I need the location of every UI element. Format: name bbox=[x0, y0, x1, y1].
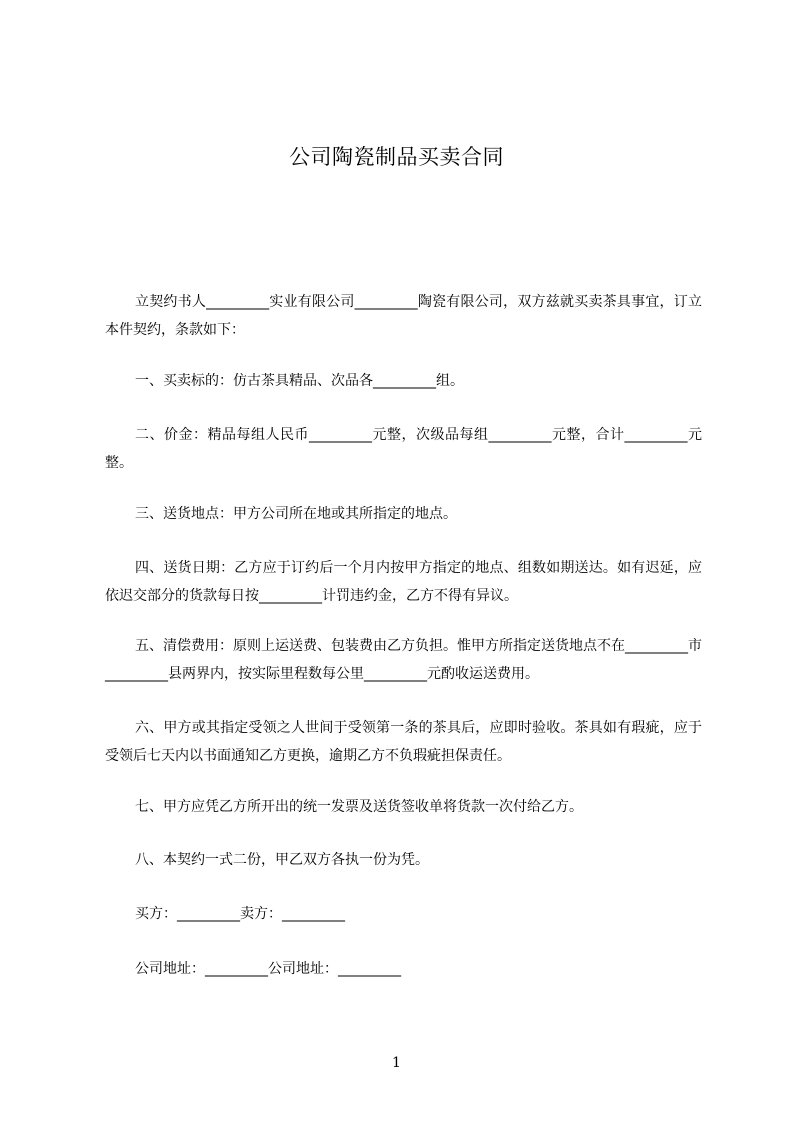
page-number: 1 bbox=[392, 1055, 401, 1071]
clause-7-payment: 七、甲方应凭乙方所开出的统一发票及送货签收单将货款一次付给乙方。 bbox=[135, 799, 583, 815]
clause-6-inspection: 六、甲方或其指定受领之人世间于受领第一条的茶具后，应即时验收。茶具如有瑕疵，应于受领后七天内以书面通知乙方更换，逾期乙方不负瑕疵担保责任。 bbox=[105, 720, 702, 764]
contract-intro: 立契约书人_________实业有限公司_________陶瓷有限公司，双方兹就买卖茶具事宜，订立本件契约，条款如下： bbox=[105, 294, 702, 338]
clause-2-price: 二、价金：精品每组人民币_________元整，次级品每组_________元整，合计_________元整。 bbox=[105, 427, 702, 471]
clause-1-subject: 一、买卖标的：仿古茶具精品、次品各_________组。 bbox=[135, 373, 464, 389]
document-title: 公司陶瓷制品买卖合同 bbox=[289, 145, 504, 169]
clause-3-delivery-place: 三、送货地点：甲方公司所在地或其所指定的地点。 bbox=[135, 506, 457, 522]
clause-4-delivery-date: 四、送货日期：乙方应于订约后一个月内按甲方指定的地点、组数如期送达。如有迟延，应依迟交部分的货款每日按_________计罚违约金，乙方不得有异议。 bbox=[105, 560, 702, 604]
clause-8-copies: 八、本契约一式二份，甲乙双方各执一份为凭。 bbox=[135, 852, 429, 868]
signature-address-line: 公司地址：_________公司地址：_________ bbox=[135, 961, 401, 977]
clause-5-expenses: 五、清偿费用：原则上运送费、包装费由乙方负担。惟甲方所指定送货地点不在_________市_________县两界内，按实际里程数每公里_________元酌收运送费用。 bbox=[105, 638, 702, 682]
signature-parties-line: 买方：_________卖方：_________ bbox=[135, 906, 345, 922]
